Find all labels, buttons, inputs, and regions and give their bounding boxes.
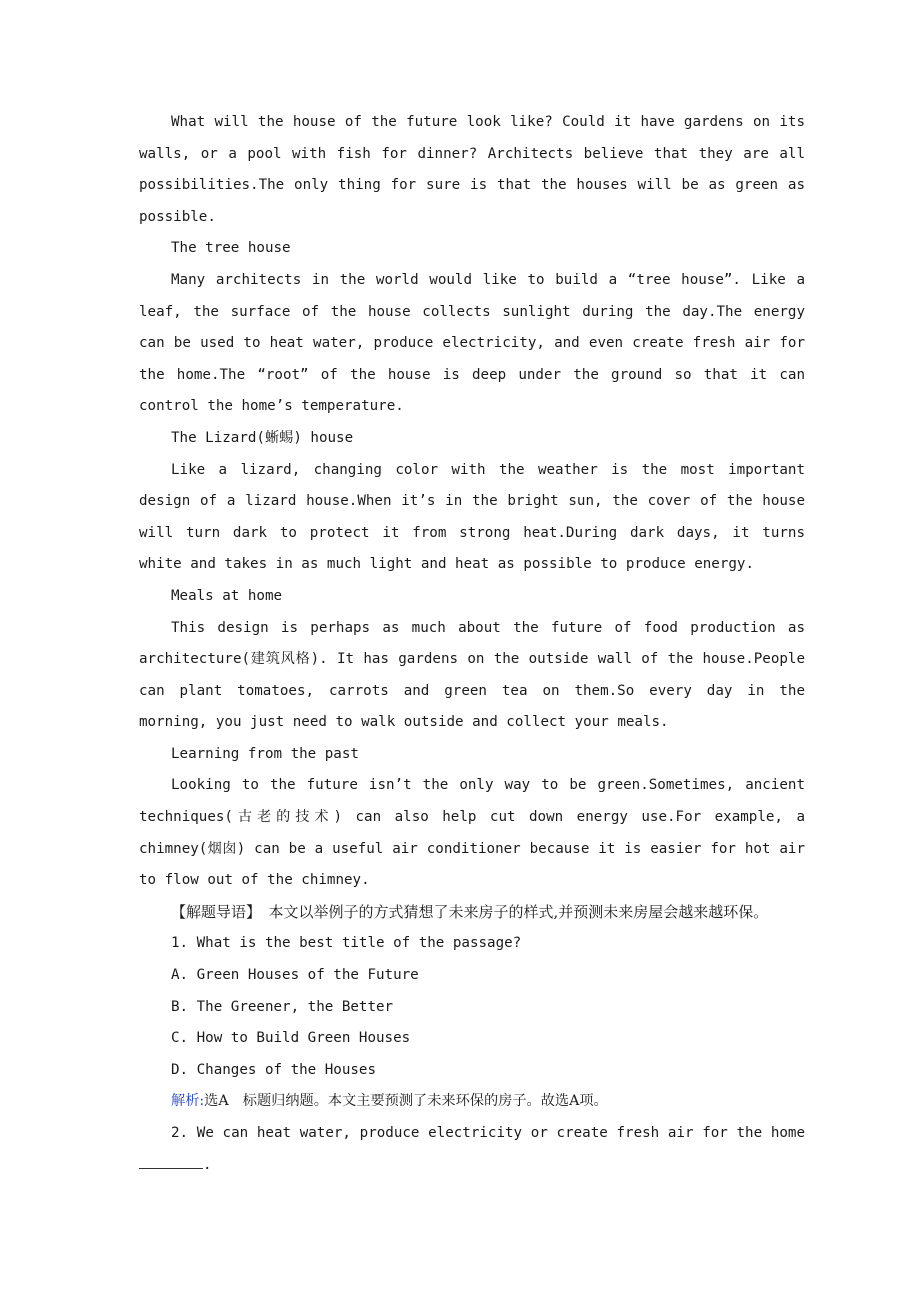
answer-text: 选A 标题归纳题。本文主要预测了未来环保的房子。故选A项。: [204, 1093, 608, 1110]
question-1-option-c: C. How to Build Green Houses: [171, 1030, 411, 1047]
section-body-meals-at-home: This design is perhaps as much about the future of food production as architecture(建筑风格). It has gardens on the outside wall of the house.People can plant tomatoes, carrots and green tea on them.So every day in the morning, you just need to walk outside and collect your meals.: [139, 619, 805, 731]
question-1-option-a: A. Green Houses of the Future: [171, 967, 419, 984]
section-heading-learning-from-past: Learning from the past: [171, 745, 359, 762]
section-heading-tree-house: The tree house: [171, 240, 291, 257]
section-heading-lizard-house: The Lizard(蜥蜴) house: [171, 429, 354, 446]
question-1-option-d: D. Changes of the Houses: [171, 1061, 376, 1078]
solution-guide: [139, 897, 805, 929]
question-2-stem-text: 2. We can heat water, produce electricity or create fresh air for the home: [171, 1125, 805, 1141]
question-1-stem: 1. What is the best title of the passage?: [171, 935, 522, 952]
document-page: [139, 107, 805, 1181]
question-2-stem-end: .: [203, 1156, 212, 1173]
section-body-lizard-house: Like a lizard, changing color with the weather is the most important design of a lizard house.When it’s in the bright sun, the cover of the house will turn dark to protect it from strong heat.During dark days, it turns white and takes in as much light and heat as possible to produce energy.: [139, 461, 805, 573]
answer-label: 解析:: [171, 1093, 205, 1110]
solution-guide-text: 本文以举例子的方式猜想了未来房子的样式,并预测未来房屋会越来越环保。: [268, 902, 769, 921]
section-body-learning-from-past: Looking to the future isn’t the only way to be green.Sometimes, ancient techniques(古老的技术) can also help cut down energy use.For example, a chimney(烟囱) can be a useful air conditioner because it is easier for hot air to flow out of the chimney.: [139, 777, 805, 889]
solution-guide-label: 【解题导语】: [171, 902, 254, 921]
question-1-option-b: B. The Greener, the Better: [171, 998, 394, 1015]
answer-blank: [139, 1154, 203, 1169]
section-body-tree-house: Many architects in the world would like to build a “tree house”. Like a leaf, the surface of the house collects sunlight during the day.The energy can be used to heat water, produce electricity, and even create fresh air for the home.The “root” of the house is deep under the ground so that it can control the home’s temperature.: [139, 271, 805, 415]
passage-intro: What will the house of the future look like? Could it have gardens on its walls, or a pool with fish for dinner? Architects believe that they are all possibilities.The only thing for sure is that the houses will be as green as possible.: [139, 114, 805, 225]
question-2-stem: [139, 1118, 805, 1181]
section-heading-meals-at-home: Meals at home: [171, 587, 283, 604]
question-1-answer: [139, 1086, 805, 1118]
